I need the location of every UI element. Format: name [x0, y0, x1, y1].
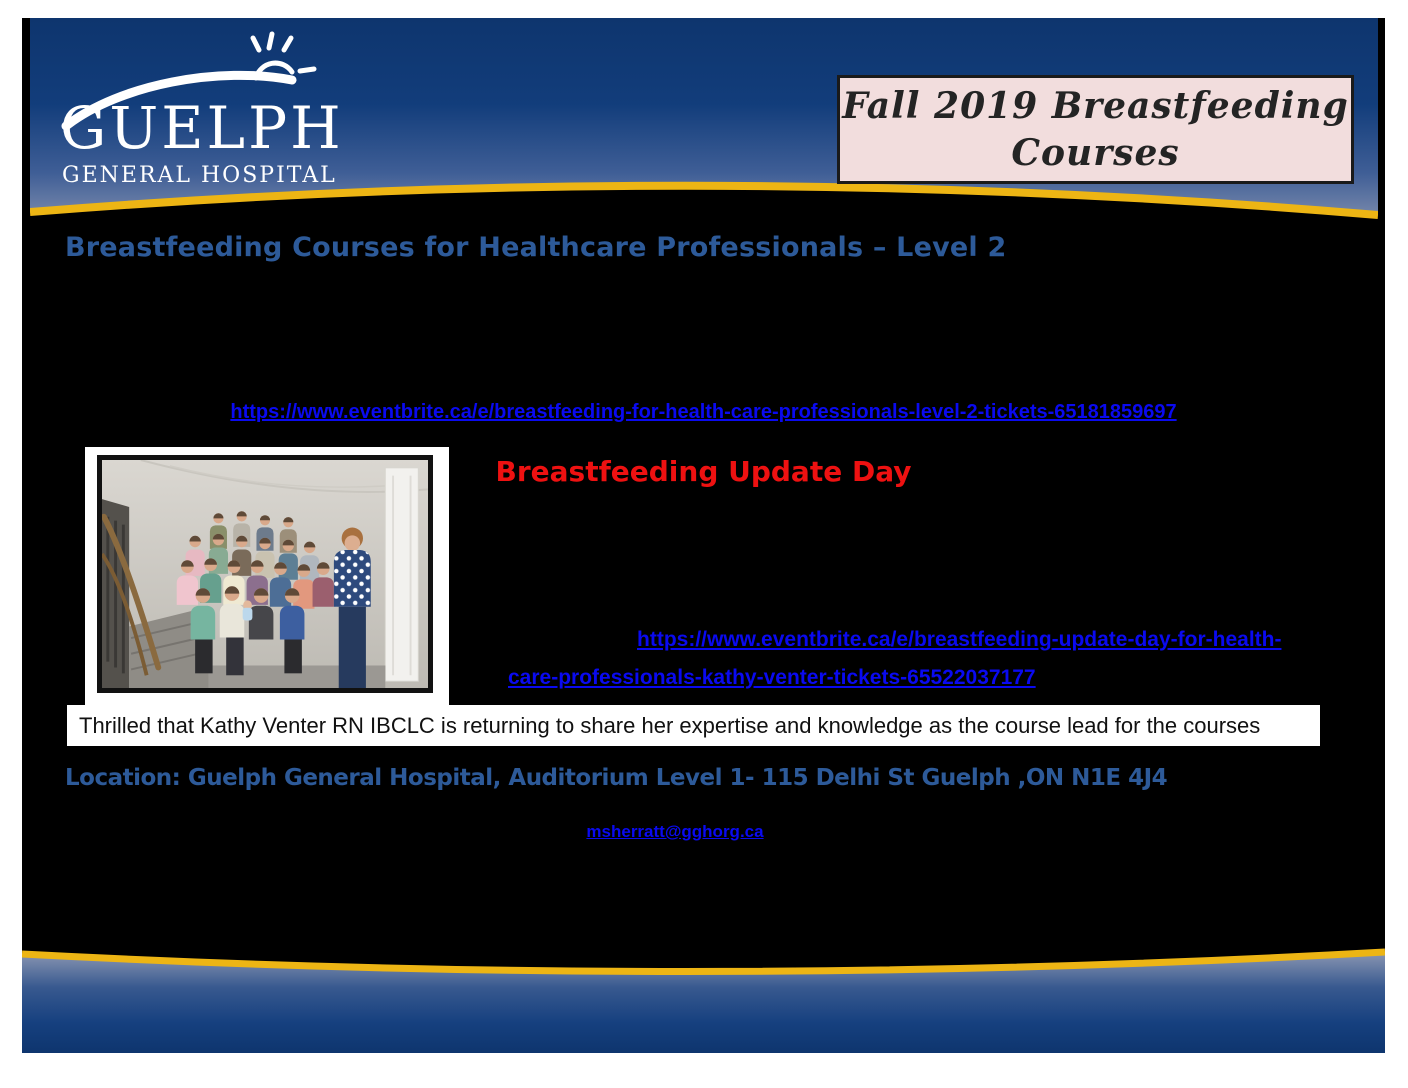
contact-email-link[interactable]: msherratt@gghorg.ca: [586, 822, 764, 841]
level2-link-row: [22, 399, 1385, 424]
badge-title-line1: Fall 2019 Breastfeeding: [842, 84, 1349, 127]
flyer-frame: [22, 18, 1385, 1053]
group-photo: [97, 455, 433, 693]
update-registration-link-line1[interactable]: https://www.eventbrite.ca/e/breastfeeding-update-day-for-health-: [637, 628, 1282, 651]
course-lead-note: Thrilled that Kathy Venter RN IBCLC is returning to share her expertise and knowledge as the course lead for the courses: [67, 705, 1320, 746]
level2-heading: Breastfeeding Courses for Healthcare Professionals – Level 2: [65, 232, 1007, 263]
hospital-logo: [60, 26, 360, 201]
level2-registration-link[interactable]: https://www.eventbrite.ca/e/breastfeeding-for-health-care-professionals-level-2-tickets-65181859697: [230, 401, 1177, 423]
bottom-swoosh-divider: [22, 948, 1385, 1053]
update-registration-link-line2[interactable]: care-professionals-kathy-venter-tickets-65522037177: [508, 666, 1036, 689]
badge-title-line2: Courses: [1011, 131, 1180, 174]
update-day-heading: Breastfeeding Update Day: [495, 455, 912, 488]
course-badge: [837, 75, 1354, 184]
logo-wordmark: GUELPH: [60, 94, 344, 162]
logo-subtitle: GENERAL HOSPITAL: [62, 163, 337, 188]
location-line: Location: Guelph General Hospital, Auditorium Level 1- 115 Delhi St Guelph ,ON N1E 4J4: [65, 765, 1168, 791]
sun-icon: [253, 34, 314, 78]
